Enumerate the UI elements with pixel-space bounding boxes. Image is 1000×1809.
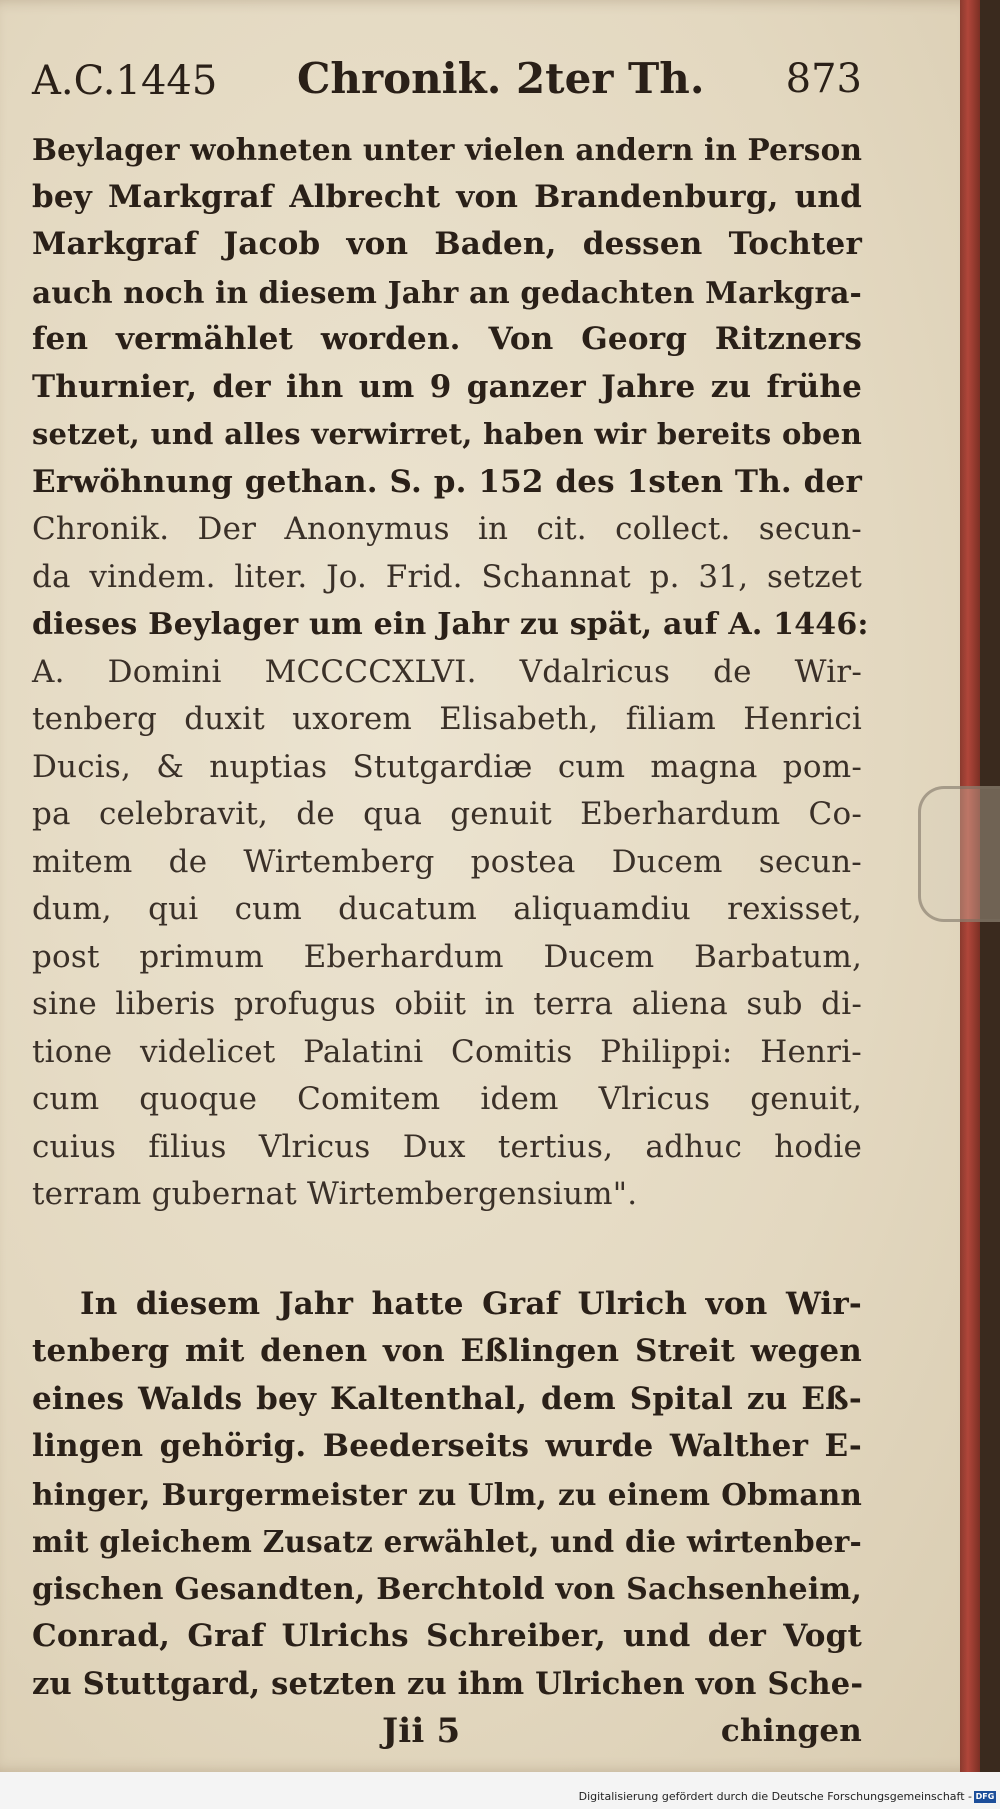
text-line: sine liberis profugus obiit in terra aliena sub di- (32, 986, 862, 1022)
text-line: cuius filius Vlricus Dux tertius, adhuc hodie (32, 1128, 862, 1165)
text-line: Conrad, Graf Ulrichs Schreiber, und der Vogt (32, 1618, 862, 1654)
text-line: bey Markgraf Albrecht von Brandenburg, und (32, 178, 862, 215)
credit-bar (0, 1772, 1000, 1809)
text-line: da vindem. liter. Jo. Frid. Schannat p. 31, setzet (32, 558, 862, 595)
text-line: A. Domini MCCCCXLVI. Vdalricus de Wir- (32, 653, 862, 690)
text-line: dum, qui cum ducatum aliquamdiu rexisset, (32, 891, 862, 927)
text-line: Markgraf Jacob von Baden, dessen Tochter (32, 226, 862, 262)
page-clip (918, 786, 1000, 922)
text-line: mit gleichem Zusatz erwählet, und die wirtenber- (32, 1524, 862, 1559)
text-line: cum quoque Comitem idem Vlricus genuit, (32, 1081, 862, 1117)
text-line: Thurnier, der ihn um 9 ganzer Jahre zu frühe (32, 368, 862, 405)
text-line: In diesem Jahr hatte Graf Ulrich von Wir- (80, 1285, 862, 1322)
paragraph-gap (32, 1219, 862, 1281)
dfg-logo-icon: DFG (975, 1792, 995, 1801)
text-line: fen vermählet worden. Von Georg Ritzners (32, 321, 862, 357)
header-title: Chronik. 2ter Th. (297, 54, 705, 103)
text-line: Beylager wohneten unter vielen andern in Person (32, 132, 863, 167)
text-line: Ducis, & nuptias Stutgardiæ cum magna pom- (32, 748, 862, 785)
text-line: tenberg mit denen von Eßlingen Streit wegen (32, 1333, 862, 1369)
signature-mark: Jii 5 (382, 1711, 461, 1751)
text-line: eines Walds bey Kaltenthal, dem Spital zu Eß- (32, 1380, 862, 1417)
catchword: chingen (720, 1713, 862, 1749)
text-line: Chronik. Der Anonymus in cit. collect. secun- (32, 511, 862, 547)
text-line: Erwöhnung gethan. S. p. 152 des 1sten Th. der (32, 463, 862, 500)
page-footer (32, 1708, 862, 1756)
text-line: tione videlicet Palatini Comitis Philippi: Henri- (32, 1033, 862, 1070)
text-line: setzet, und alles verwirret, haben wir bereits oben (32, 417, 862, 451)
text-line: tenberg duxit uxorem Elisabeth, filiam Henrici (32, 701, 862, 737)
text-line: terram gubernat Wirtembergensium". (32, 1176, 638, 1212)
page-number: 873 (785, 56, 862, 102)
text-line: post primum Eberhardum Ducem Barbatum, (32, 938, 862, 975)
text-line: mitem de Wirtemberg postea Ducem secun- (32, 843, 862, 880)
text-line: lingen gehörig. Beederseits wurde Walther E- (32, 1428, 862, 1464)
header-year: A.C.1445 (32, 58, 218, 104)
paragraph-2 (32, 1281, 862, 1709)
text-line: dieses Beylager um ein Jahr zu spät, auf A. 1446: (32, 607, 869, 642)
funding-credit: Digitalisierung gefördert durch die Deutsche Forschungsgemeinschaft - (578, 1790, 972, 1803)
text-line: auch noch in diesem Jahr an gedachten Markgra- (32, 274, 862, 310)
running-header (32, 42, 862, 102)
text-line: zu Stuttgard, setzten zu ihm Ulrichen von Sche- (32, 1665, 864, 1702)
paragraph-1 (32, 126, 869, 1219)
text-line: gischen Gesandten, Berchtold von Sachsenheim, (32, 1571, 862, 1607)
text-line: pa celebravit, de qua genuit Eberhardum Co- (32, 796, 862, 832)
body-text (32, 126, 869, 1756)
text-line: hinger, Burgermeister zu Ulm, zu einem Obmann (32, 1476, 862, 1512)
